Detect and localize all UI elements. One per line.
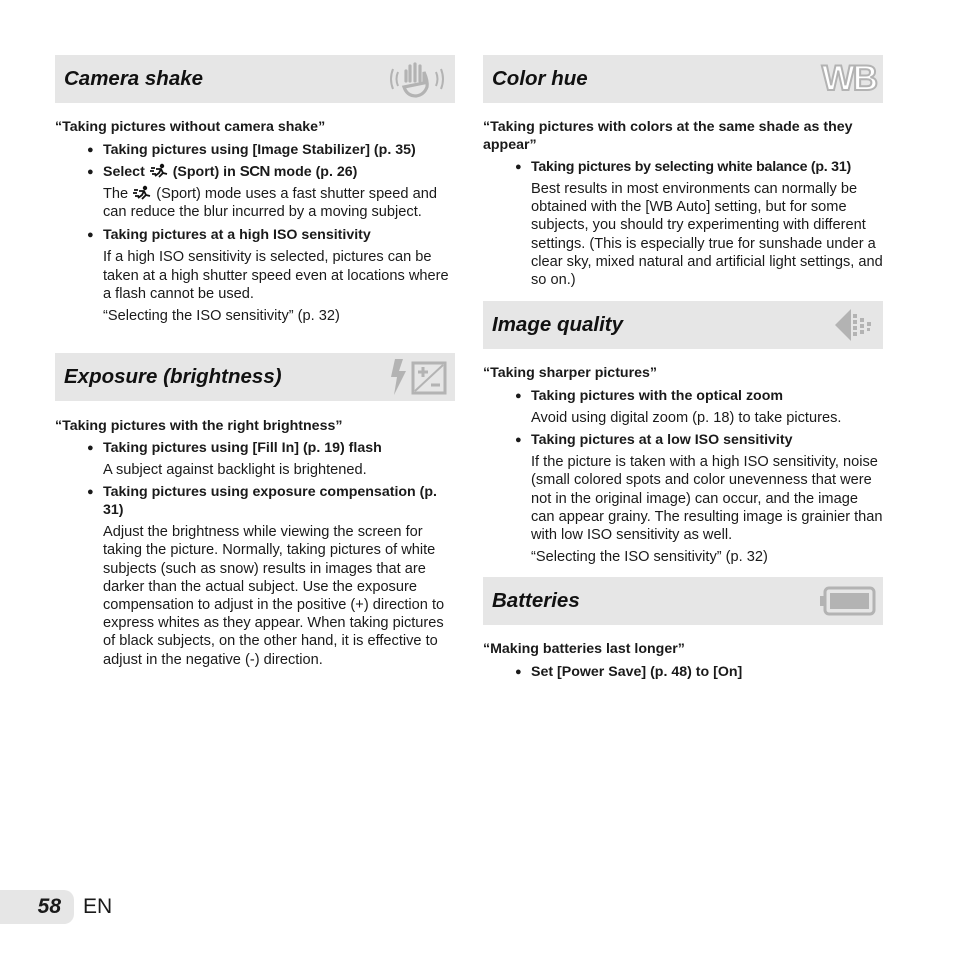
batteries-subtitle: “Making batteries last longer” <box>483 641 685 657</box>
bullet-item <box>483 663 883 681</box>
bullet-body <box>55 185 455 221</box>
bullet-body: If a high ISO sensitivity is selected, pictures can be taken at a high shutter speed even at locations where a flash cannot be used. <box>103 249 449 302</box>
bullet-dot: ● <box>515 434 522 447</box>
bullet-text: Taking pictures at a low ISO sensitivity <box>531 432 793 449</box>
exposure-content <box>55 417 457 669</box>
bullet-text: Taking pictures at a high ISO sensitivity <box>103 227 371 244</box>
flash-exposure-icon <box>387 357 449 397</box>
reference-text: “Selecting the ISO sensitivity” (p. 32) <box>103 308 340 325</box>
bullet-body: Best results in most environments can normally be obtained with the [WB Auto] setting, but for some subjects, you should try experimenting with different settings. (This is especially true for sunshade under a clear sky, mixed natural and artificial light settings, and so on.) <box>531 181 883 289</box>
bullet-text: (Sport) in <box>168 164 240 180</box>
exposure-title: Exposure (brightness) <box>64 365 282 388</box>
page-number-tab <box>0 890 74 924</box>
bullet-text: Taking pictures using [Image Stabilizer] (p. 35) <box>103 142 416 158</box>
bullet-dot: ● <box>87 442 94 454</box>
color-hue-title: Color hue <box>492 67 588 90</box>
color-hue-content <box>483 118 883 289</box>
bullet-item <box>55 226 455 244</box>
bullet-item <box>55 141 455 159</box>
bullet-item <box>483 431 883 449</box>
bullet-item <box>483 387 883 405</box>
bullet-text: Taking pictures using [Fill In] (p. 19) flash <box>103 440 382 456</box>
camera-shake-content <box>55 118 455 325</box>
bullet-dot: ● <box>515 666 522 678</box>
body-text: The <box>103 186 133 202</box>
batteries-content <box>483 640 883 681</box>
left-column <box>55 55 455 668</box>
bullet-item <box>55 483 457 519</box>
batteries-header <box>483 577 883 625</box>
battery-icon <box>819 581 877 621</box>
right-column <box>483 55 883 680</box>
bullet-dot: ● <box>87 166 94 178</box>
color-hue-subtitle: “Taking pictures with colors at the same shade as they appear” <box>483 119 853 153</box>
bullet-dot: ● <box>515 161 522 173</box>
image-quality-title: Image quality <box>492 313 624 336</box>
bullet-text: Taking pictures with the optical zoom <box>531 388 783 404</box>
bullet-dot: ● <box>515 390 522 402</box>
batteries-title: Batteries <box>492 589 580 612</box>
camera-shake-title: Camera shake <box>64 67 204 90</box>
sport-mode-icon <box>149 163 169 179</box>
bullet-item <box>483 158 883 176</box>
bullet-dot: ● <box>87 486 94 499</box>
scn-mode-icon: SCN <box>239 163 270 180</box>
bullet-body: Adjust the brightness while viewing the screen for taking the picture. Normally, taking pictures of white subjects (such as snow) results in images that are darker than the actual subject. Use the exposure compensation to adjust in the positive (+) direction to express whites as they appear. When taking pictures of black subjects, on the other hand, it is effective to adjust in the negative (-) direction. <box>103 524 445 668</box>
bullet-text: Taking pictures by selecting white balance (p. 31) <box>531 159 851 175</box>
image-quality-icon <box>833 305 877 345</box>
bullet-dot: ● <box>87 144 94 156</box>
bullet-item <box>55 163 455 181</box>
exposure-subtitle: “Taking pictures with the right brightness” <box>55 418 343 434</box>
language-label: EN <box>83 895 113 918</box>
hand-shake-icon <box>387 59 447 99</box>
reference-text: “Selecting the ISO sensitivity” (p. 32) <box>531 549 768 566</box>
bullet-text: mode (p. 26) <box>269 164 358 180</box>
wb-icon: WB <box>821 59 876 98</box>
bullet-item <box>55 439 457 457</box>
body-text: (Sport) mode uses a fast shutter speed and can reduce the blur incurred by a moving subject. <box>103 186 437 221</box>
camera-shake-subtitle: “Taking pictures without camera shake” <box>55 119 326 135</box>
bullet-body: Avoid using digital zoom (p. 18) to take pictures. <box>531 410 842 426</box>
image-quality-header <box>483 301 883 349</box>
page-number: 58 <box>37 895 61 918</box>
bullet-text: Taking pictures using exposure compensation (p. 31) <box>103 484 437 519</box>
bullet-body: A subject against backlight is brightened. <box>103 462 367 478</box>
image-quality-content <box>483 364 883 566</box>
bullet-body: If the picture is taken with a high ISO sensitivity, noise (small colored spots and color unevenness that were not in the original image) can occur, and the image can appear grainy. The resulting image is grainier than with low ISO sensitivity as well. <box>531 454 883 544</box>
sport-mode-icon <box>132 185 152 201</box>
bullet-text: Set [Power Save] (p. 48) to [On] <box>531 664 743 680</box>
image-quality-subtitle: “Taking sharper pictures” <box>483 365 657 381</box>
camera-shake-header <box>55 55 455 103</box>
color-hue-header <box>483 55 883 103</box>
exposure-header <box>55 353 455 401</box>
bullet-dot: ● <box>87 229 94 242</box>
bullet-text: Select <box>103 164 149 180</box>
